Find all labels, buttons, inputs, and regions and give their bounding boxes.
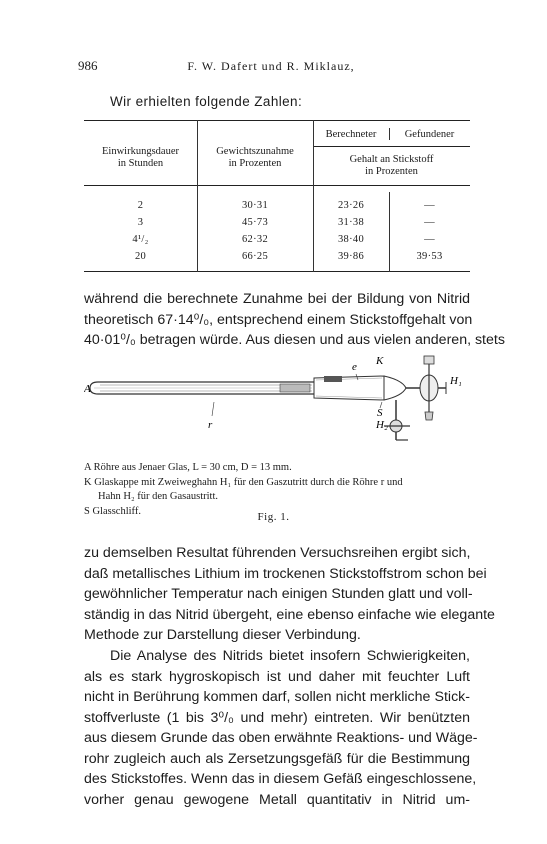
label-H2: H₂ <box>376 419 388 431</box>
table-cell-gain: 30·31 <box>242 200 268 211</box>
paragraph-line: zu demselben Resultat führenden Versuchsreihen ergibt sich, <box>84 545 471 561</box>
paragraph-line: nicht in Berührung kommen darf, sollen nicht merkliche Stick- <box>84 689 470 705</box>
paragraph-line: daß metallisches Lithium im trockenen Stickstoffstrom schon bei <box>84 565 487 582</box>
paragraph-line: als es stark hygroskopisch ist und daher mit feuchter Luft <box>84 668 470 685</box>
header-duration: Einwirkungsdauer in Stunden <box>102 146 179 169</box>
caption-line: S Glasschliff. <box>84 505 141 517</box>
paragraph-line: 40·01⁰/₀ betragen würde. Aus diesen und aus vielen anderen, stets <box>84 332 505 348</box>
table-cell-hours: 20 <box>134 251 147 262</box>
paragraph-line: vorher genau gewogene Metall quantitativ in Nitrid um- <box>84 791 470 808</box>
header-nitrogen-content: Gehalt an Stickstoff in Prozenten <box>349 154 434 177</box>
paragraph-line: rohr zugleich auch als Zersetzungsgefäß für die Bestimmung <box>84 750 470 767</box>
header-found: Gefundener <box>404 129 455 140</box>
label-H1: H₁ <box>450 375 462 387</box>
header-weight-gain: Gewichtszunahme in Prozenten <box>216 146 294 169</box>
figure-label: Fig. 1. <box>257 511 290 523</box>
table-cell-gain: 45·73 <box>242 217 268 228</box>
paragraph-line: des Stickstoffes. Wenn das in diesem Gefäß eingeschlossene, <box>84 771 477 787</box>
table-cell-found: 39·53 <box>416 251 443 262</box>
table-cell-hours: 3 <box>137 217 144 228</box>
label-e: e <box>352 361 357 373</box>
table-header-rule <box>84 185 470 186</box>
paragraph-line: stoffverluste (1 bis 3⁰/₀ und mehr) eintreten. Wir benützten <box>84 709 470 726</box>
paragraph-line: Die Analyse des Nitrids bietet insofern Schwierigkeiten, <box>110 648 470 664</box>
table-cell-hours: 2 <box>137 200 144 211</box>
paragraph-line: theoretisch 67·14⁰/₀, entsprechend einem Stickstoffgehalt von <box>84 311 473 328</box>
table-cell-calc: 31·38 <box>338 217 364 228</box>
page-header <box>78 58 464 76</box>
table-col-divider-1 <box>197 120 198 272</box>
paragraph-2 <box>84 543 495 646</box>
caption-line: K Glaskappe mit Zweiweghahn H₁ für den Gaszutritt durch die Röhre r und <box>84 476 403 488</box>
header-calculated: Berechneter <box>325 129 377 140</box>
label-S: S <box>377 407 383 419</box>
intro-line: Wir erhielten folgende Zahlen: <box>110 94 303 109</box>
label-r: r <box>208 419 213 431</box>
paragraph-1 <box>84 289 505 351</box>
caption-line: Hahn H₂ für den Gasaustritt. <box>98 491 219 502</box>
paragraph-line: Methode zur Darstellung dieser Verbindung. <box>84 627 361 643</box>
caption-line: A Röhre aus Jenaer Glas, L = 30 cm, D = 13 mm. <box>84 462 292 473</box>
results-table <box>84 120 470 272</box>
page-number: 986 <box>78 58 98 73</box>
table-col-divider-2 <box>313 120 314 272</box>
table-cell-calc: 23·26 <box>338 200 364 211</box>
table-cell-gain: 66·25 <box>242 251 268 262</box>
paragraph-3 <box>84 646 478 810</box>
table-cell-gain: 62·32 <box>242 234 268 245</box>
label-A: A <box>84 383 91 395</box>
table-subheader-rule <box>313 146 470 147</box>
table-top-rule <box>84 120 470 121</box>
apparatus-drawing <box>84 348 470 458</box>
label-K: K <box>376 355 384 367</box>
table-cell-found: — <box>424 217 435 228</box>
paragraph-line: während die berechnete Zunahme bei der Bildung von Nitrid <box>84 291 470 307</box>
table-cell-calc: 39·86 <box>338 251 364 262</box>
paragraph-line: gewöhnlicher Temperatur nach einigen Stunden glatt und voll- <box>84 586 473 602</box>
running-title: F. W. Dafert und R. Miklauz, <box>187 59 355 73</box>
table-bottom-rule <box>84 271 470 272</box>
table-cell-hours: 4¹/₂ <box>132 234 149 245</box>
table-cell-found: — <box>424 200 435 211</box>
paragraph-line: aus diesem Grunde das oben erwähnte Reaktions- und Wäge- <box>84 730 478 746</box>
paragraph-line: ständig in das Nitrid übergeht, eine ebenso einfache wie elegante <box>84 606 495 623</box>
table-cell-found: — <box>424 234 435 245</box>
figure-apparatus <box>84 348 470 458</box>
table-cell-calc: 38·40 <box>338 234 364 245</box>
